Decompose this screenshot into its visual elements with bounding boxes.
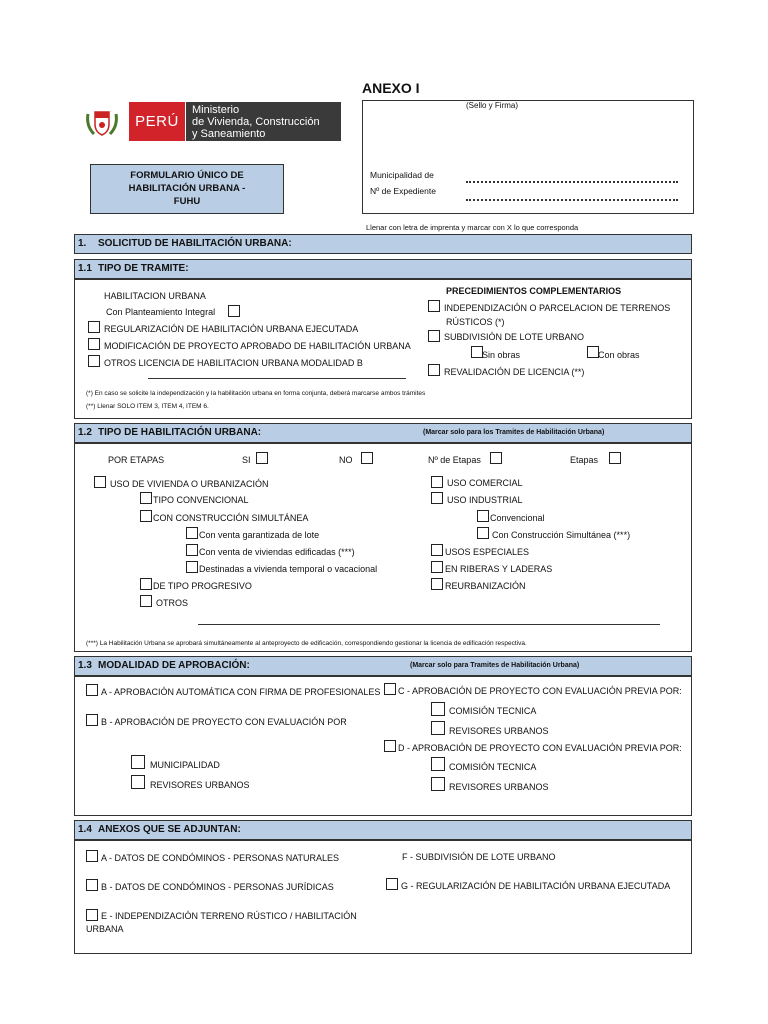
otros-underline — [148, 378, 406, 379]
reurbanizacion-checkbox[interactable] — [431, 578, 443, 590]
form-title-line-3: FUHU — [173, 196, 201, 207]
n-etapas-label: Nº de Etapas — [428, 455, 481, 465]
independizacion-checkbox[interactable] — [428, 300, 440, 312]
regularizacion-checkbox[interactable] — [88, 321, 100, 333]
section-1-3-title: MODALIDAD DE APROBACIÓN: — [98, 660, 250, 671]
no-label: NO — [339, 455, 353, 465]
d-revisores-checkbox[interactable] — [431, 777, 445, 791]
regularizacion-label: REGULARIZACIÓN DE HABILITACIÓN URBANA EJECUTADA — [104, 324, 359, 334]
d-revisores-label: REVISORES URBANOS — [449, 782, 549, 792]
instructions-text: Llenar con letra de imprenta y marcar con X lo que corresponda — [366, 223, 579, 232]
form-title-line-2: HABILITACIÓN URBANA - — [128, 183, 246, 194]
otros-tramite-label: OTROS LICENCIA DE HABILITACION URBANA MODALIDAD B — [104, 358, 363, 368]
d-comision-checkbox[interactable] — [431, 757, 445, 771]
convencional-checkbox[interactable] — [477, 510, 489, 522]
etapas-checkbox[interactable] — [609, 452, 621, 464]
tipo-convencional-label: TIPO CONVENCIONAL — [153, 495, 249, 505]
uso-vivienda-label: USO DE VIVIENDA O URBANIZACIÓN — [110, 479, 269, 489]
por-etapas-label: POR ETAPAS — [108, 455, 165, 465]
con-obras-label: Con obras — [598, 350, 640, 360]
section-1-number: 1. — [78, 238, 87, 249]
integral-checkbox[interactable] — [228, 305, 240, 317]
anexo-g-label: G - REGULARIZACIÓN DE HABILITACIÓN URBANA EJECUTADA — [401, 881, 671, 891]
modalidad-c-label: C - APROBACIÓN DE PROYECTO CON EVALUACIÓN PREVIA POR: — [398, 686, 682, 696]
anexo-a-label: A - DATOS DE CONDÓMINOS - PERSONAS NATURALES — [101, 853, 340, 863]
tipo-convencional-checkbox[interactable] — [140, 492, 152, 504]
n-etapas-checkbox[interactable] — [490, 452, 502, 464]
reurbanizacion-label: REURBANIZACIÓN — [445, 581, 526, 591]
venta-lote-label: Con venta garantizada de lote — [199, 530, 320, 540]
peru-logo — [129, 102, 185, 141]
si-label: SI — [242, 455, 251, 465]
section-1-3-header — [74, 656, 692, 676]
seal-label: (Sello y Firma) — [466, 101, 519, 110]
modalidad-d-checkbox[interactable] — [384, 740, 396, 752]
municipality-label: Municipalidad de — [370, 170, 434, 180]
anexo-g-checkbox[interactable] — [386, 878, 398, 890]
anexo-f-label: F - SUBDIVISIÓN DE LOTE URBANO — [402, 852, 556, 862]
subdivision-checkbox[interactable] — [428, 330, 440, 342]
b-revisores-checkbox[interactable] — [131, 775, 145, 789]
c-revisores-checkbox[interactable] — [431, 721, 445, 735]
otros-habilitacion-checkbox[interactable] — [140, 595, 152, 607]
modalidad-b-label: B - APROBACIÓN DE PROYECTO CON EVALUACIÓN POR — [101, 717, 347, 727]
modalidad-a-checkbox[interactable] — [86, 684, 98, 696]
section-1-3-note: (Marcar solo para Tramites de Habilitación Urbana) — [410, 662, 580, 669]
ministry-line-1: Ministerio — [192, 104, 240, 116]
etapas-label: Etapas — [570, 455, 599, 465]
coat-of-arms-icon — [84, 104, 120, 140]
usos-especiales-label: USOS ESPECIALES — [445, 547, 530, 557]
ministry-line-2: de Vivienda, Construcción — [192, 116, 320, 128]
venta-viviendas-label: Con venta de viviendas edificadas (***) — [199, 547, 355, 557]
ministry-logo — [186, 102, 341, 141]
c-comision-label: COMISIÓN TECNICA — [449, 706, 537, 716]
b-municipalidad-label: MUNICIPALIDAD — [150, 760, 220, 770]
anexo-b-checkbox[interactable] — [86, 879, 98, 891]
vivienda-temporal-checkbox[interactable] — [186, 561, 198, 573]
otros-habilitacion-label: OTROS — [156, 598, 189, 608]
modalidad-d-label: D - APROBACIÓN DE PROYECTO CON EVALUACIÓN PREVIA POR: — [398, 743, 682, 753]
complementary-heading: PRECEDIMIENTOS COMPLEMENTARIOS — [446, 286, 622, 296]
venta-viviendas-checkbox[interactable] — [186, 544, 198, 556]
con-construccion-checkbox[interactable] — [477, 527, 489, 539]
subdivision-label: SUBDIVISIÓN DE LOTE URBANO — [444, 332, 585, 342]
construccion-simultanea-label: CON CONSTRUCCIÓN SIMULTÁNEA — [153, 513, 309, 523]
venta-lote-checkbox[interactable] — [186, 527, 198, 539]
uso-industrial-checkbox[interactable] — [431, 492, 443, 504]
tramite-note-1: (*) En caso se solicite la independización y la habilitación urbana en forma conjunta, deberá marcarse ambos trámites — [86, 390, 426, 397]
section-1-1-header — [74, 259, 692, 279]
b-municipalidad-checkbox[interactable] — [131, 755, 145, 769]
section-1-2-number: 1.2 — [78, 427, 92, 438]
section-1-header — [74, 234, 692, 254]
section-1-3-number: 1.3 — [78, 660, 92, 671]
form-title-line-1: FORMULARIO ÚNICO DE — [130, 170, 244, 181]
modificacion-label: MODIFICACIÓN DE PROYECTO APROBADO DE HABILITACIÓN URBANA — [104, 341, 411, 351]
independizacion-label-2: RÚSTICOS (*) — [446, 317, 505, 327]
c-revisores-label: REVISORES URBANOS — [449, 726, 549, 736]
riberas-checkbox[interactable] — [431, 561, 443, 573]
anexo-a-checkbox[interactable] — [86, 850, 98, 862]
habilitacion-footnote: (***) La Habilitación Urbana se aprobará simultáneamente al anteproyecto de edificación, correspondiendo gestionar la licencia de edificación respectiva. — [86, 640, 527, 647]
riberas-label: EN RIBERAS Y LADERAS — [445, 564, 553, 574]
municipality-field[interactable] — [466, 181, 678, 183]
logo-country-text: PERÚ — [135, 113, 179, 130]
modalidad-b-checkbox[interactable] — [86, 714, 98, 726]
anexo-e-label-2: URBANA — [86, 924, 124, 934]
anexo-b-label: B - DATOS DE CONDÓMINOS - PERSONAS JURÍDICAS — [101, 882, 334, 892]
section-1-1-number: 1.1 — [78, 263, 92, 274]
integral-label: Con Planteamiento Integral — [106, 307, 216, 317]
b-revisores-label: REVISORES URBANOS — [150, 780, 250, 790]
tramite-note-2: (**) Llenar SOLO ITEM 3, ITEM 4, ITEM 6. — [86, 403, 209, 410]
section-1-4-number: 1.4 — [78, 824, 92, 835]
anexo-e-label-1: E - INDEPENDIZACIÓN TERRENO RÚSTICO / HABILITACIÓN — [101, 911, 357, 921]
si-checkbox[interactable] — [256, 452, 268, 464]
file-number-field[interactable] — [466, 199, 678, 201]
section-1-2-note: (Marcar solo para los Tramites de Habilitación Urbana) — [423, 429, 605, 436]
ministry-line-3: y Saneamiento — [192, 128, 266, 140]
sin-obras-label: Sin obras — [482, 350, 521, 360]
modificacion-checkbox[interactable] — [88, 338, 100, 350]
uso-comercial-checkbox[interactable] — [431, 476, 443, 488]
revalidacion-label: REVALIDACIÓN DE LICENCIA (**) — [444, 367, 585, 377]
vivienda-temporal-label: Destinadas a vivienda temporal o vacacional — [199, 564, 378, 574]
section-1-1-title: TIPO DE TRAMITE: — [98, 263, 189, 274]
tipo-progresivo-checkbox[interactable] — [140, 578, 152, 590]
section-1-2-title: TIPO DE HABILITACIÓN URBANA: — [98, 427, 262, 438]
con-construccion-label: Con Construcción Simultánea (***) — [492, 530, 631, 540]
c-comision-checkbox[interactable] — [431, 702, 445, 716]
section-1-2-header — [74, 423, 692, 443]
revalidacion-checkbox[interactable] — [428, 364, 440, 376]
form-title-box — [90, 164, 284, 214]
tipo-progresivo-label: DE TIPO PROGRESIVO — [153, 581, 252, 591]
construccion-simultanea-checkbox[interactable] — [140, 510, 152, 522]
urban-habilitation-heading: HABILITACION URBANA — [104, 291, 206, 301]
uso-vivienda-checkbox[interactable] — [94, 476, 106, 488]
independizacion-label-1: INDEPENDIZACIÓN O PARCELACION DE TERRENOS — [444, 303, 671, 313]
anexo-e-checkbox[interactable] — [86, 909, 98, 921]
modalidad-c-checkbox[interactable] — [384, 683, 396, 695]
section-1-4-title: ANEXOS QUE SE ADJUNTAN: — [98, 824, 241, 835]
modalidad-a-label: A - APROBACIÓN AUTOMÁTICA CON FIRMA DE PROFESIONALES — [101, 687, 381, 697]
uso-comercial-label: USO COMERCIAL — [447, 478, 523, 488]
d-comision-label: COMISIÓN TECNICA — [449, 762, 537, 772]
annex-title: ANEXO I — [362, 80, 420, 96]
file-number-label: Nº de Expediente — [370, 186, 436, 196]
section-1-4-header — [74, 820, 692, 840]
section-1-2-body — [74, 443, 692, 652]
otros-tramite-checkbox[interactable] — [88, 355, 100, 367]
section-1-title: SOLICITUD DE HABILITACIÓN URBANA: — [98, 238, 292, 249]
no-checkbox[interactable] — [361, 452, 373, 464]
convencional-label: Convencional — [490, 513, 545, 523]
usos-especiales-checkbox[interactable] — [431, 544, 443, 556]
uso-industrial-label: USO INDUSTRIAL — [447, 495, 523, 505]
habilitacion-divider — [198, 624, 660, 625]
